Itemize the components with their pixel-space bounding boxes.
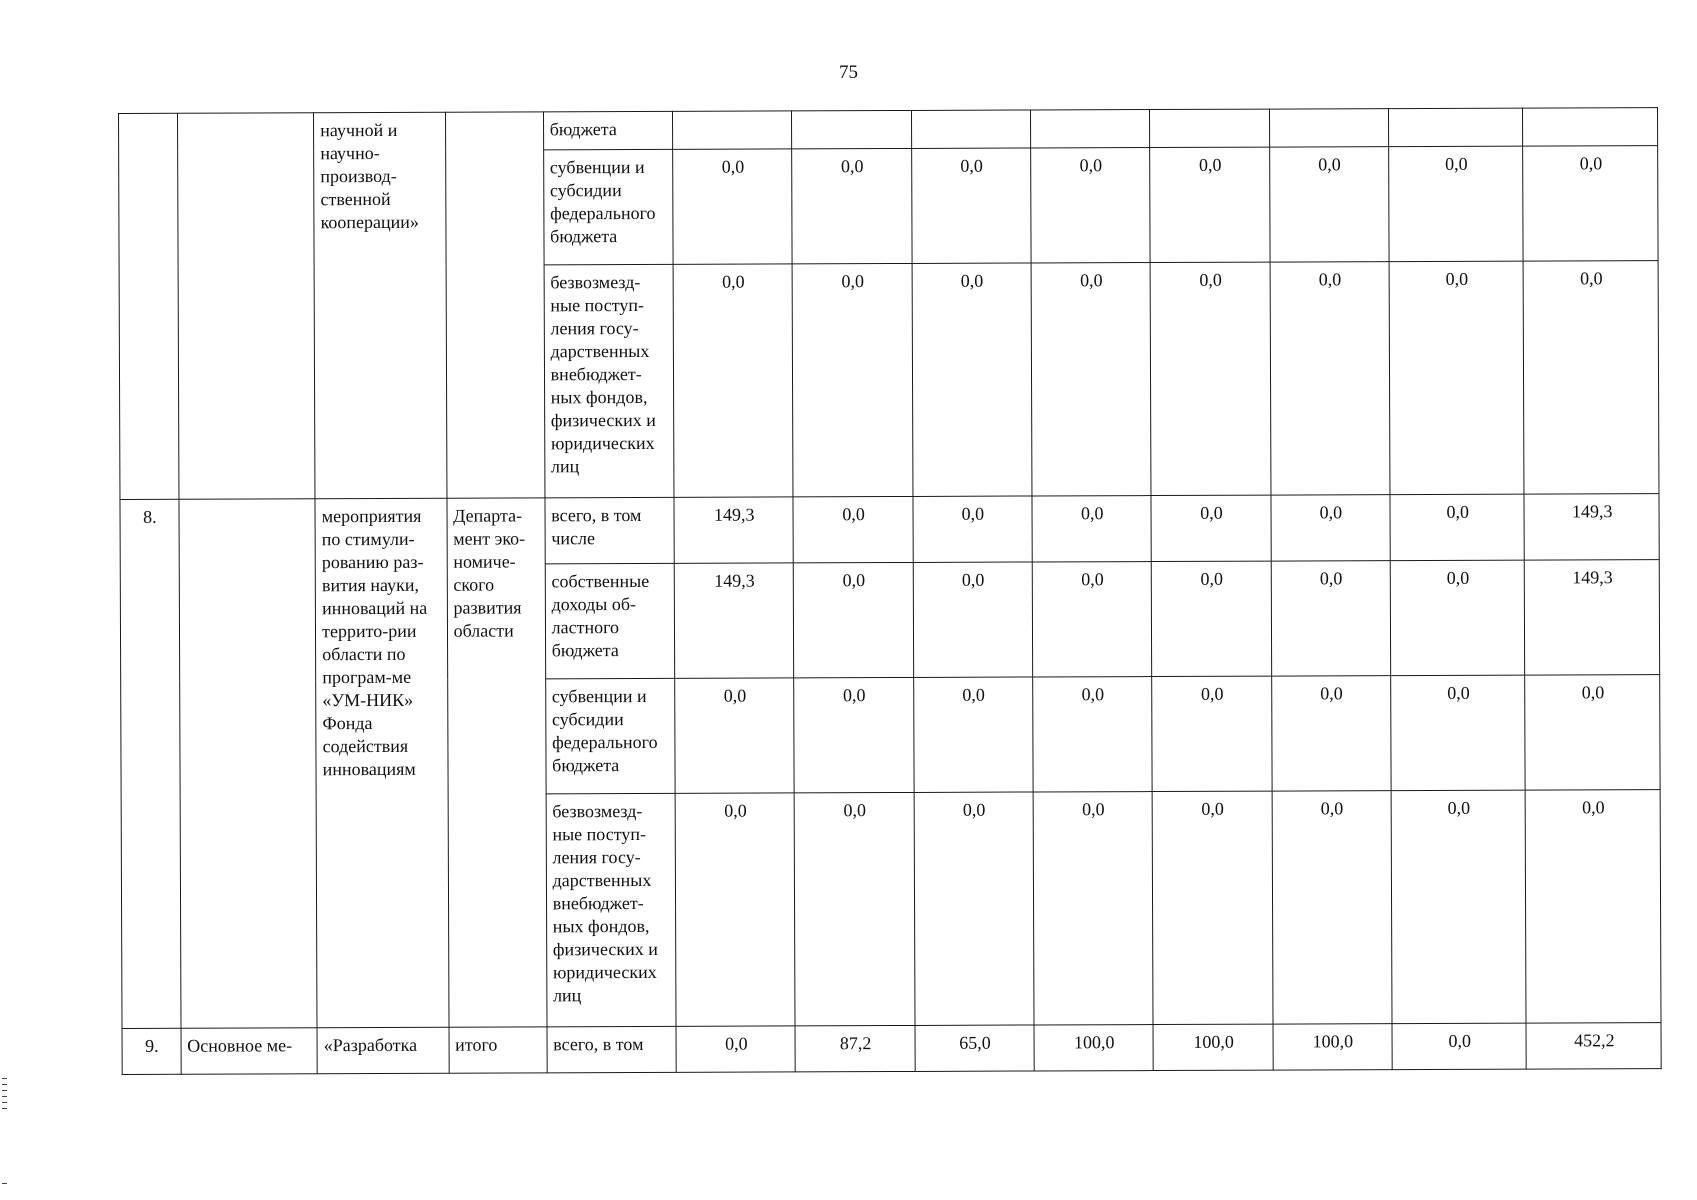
event-title-cell: научной и научно-производ-ственной кооперации» [314,112,447,499]
amount-cell: 0,0 [1271,495,1391,561]
amount-cell: 0,0 [1523,146,1658,262]
amount-cell: 0,0 [793,496,913,562]
amount-cell [911,110,1030,148]
amount-cell: 0,0 [1270,262,1390,495]
amount-cell: 0,0 [1526,790,1661,1024]
amount-cell [1150,109,1269,147]
amount-cell: 0,0 [1389,261,1524,495]
amount-cell: 100,0 [1273,1024,1392,1070]
event-title-cell: «Разработка [317,1027,449,1074]
funding-source-label: бюджета [543,111,673,149]
amount-cell: 149,3 [1524,494,1659,561]
amount-cell: 65,0 [915,1025,1034,1071]
page-number: 75 [839,62,858,83]
amount-cell: 0,0 [1271,561,1391,676]
amount-cell [1388,108,1523,147]
amount-cell: 149,3 [1525,560,1660,676]
amount-cell: 452,2 [1526,1023,1661,1070]
row-index: 9. [122,1028,181,1074]
amount-cell [1269,109,1388,147]
amount-cell: 0,0 [1390,560,1525,676]
amount-cell: 0,0 [1032,496,1152,562]
amount-cell [1523,108,1658,147]
amount-cell: 0,0 [911,148,1031,263]
amount-cell: 0,0 [1269,147,1389,262]
amount-cell: 0,0 [1391,675,1526,791]
table-row [120,494,1659,566]
amount-cell: 0,0 [1389,146,1524,262]
row-index: 8. [120,499,181,1028]
budget-table [118,107,1662,1075]
amount-cell: 0,0 [794,562,914,677]
funding-source-label: всего, в том [547,1026,677,1072]
amount-cell: 0,0 [1391,790,1526,1024]
amount-cell: 0,0 [1033,677,1153,792]
executor-cell: итого [449,1027,547,1073]
amount-cell: 0,0 [675,793,795,1026]
amount-cell: 0,0 [1031,148,1151,263]
amount-cell: 0,0 [675,678,795,793]
margin-mark [2,1096,7,1097]
margin-mark [2,1102,7,1103]
amount-cell: 149,3 [674,563,794,678]
main-event-cell: Основное ме- [181,1028,318,1075]
row-index [119,113,179,499]
amount-cell: 0,0 [1152,561,1272,676]
amount-cell: 0,0 [1271,676,1391,791]
amount-cell: 100,0 [1034,1025,1153,1071]
amount-cell: 0,0 [1150,262,1270,495]
main-event-cell [177,113,315,500]
amount-cell [1031,110,1150,148]
amount-cell: 0,0 [792,148,912,263]
amount-cell: 0,0 [913,677,1033,792]
amount-cell: 0,0 [794,677,914,792]
amount-cell: 0,0 [913,562,1033,677]
amount-cell [792,110,911,148]
funding-source-label: субвенции и субсидии федерального бюджета [543,149,673,264]
amount-cell: 0,0 [1032,562,1152,677]
funding-source-label: безвозмезд-ные поступ-ления госу-дарственных внебюджет-ных фондов, физических и юридических лиц [544,264,674,497]
amount-cell: 0,0 [795,792,915,1025]
executor-cell: Департа-мент эко-номиче-ского развития области [447,498,547,1027]
amount-cell: 87,2 [795,1025,914,1071]
margin-mark [2,1084,7,1085]
funding-source-label: безвозмезд-ные поступ-ления госу-дарственных внебюджет-ных фондов, физических и юридических лиц [546,793,676,1026]
amount-cell: 0,0 [1033,792,1153,1025]
margin-mark [2,1108,7,1109]
funding-source-label: всего, в том числе [545,497,675,563]
amount-cell: 0,0 [1392,1023,1527,1070]
amount-cell: 0,0 [1524,261,1659,495]
table-body [119,108,1662,1075]
amount-cell: 100,0 [1153,1024,1272,1070]
table-row [119,108,1658,152]
funding-source-label: собственные доходы об-ластного бюджета [545,563,675,678]
table-row [122,1023,1661,1075]
amount-cell: 0,0 [913,496,1033,562]
amount-cell: 0,0 [676,1026,795,1072]
amount-cell: 0,0 [792,263,912,496]
amount-cell: 0,0 [1150,147,1270,262]
main-event-cell [179,499,318,1029]
amount-cell: 0,0 [1272,791,1392,1024]
amount-cell: 0,0 [912,263,1032,496]
margin-mark [2,1090,7,1091]
event-title-cell: мероприятия по стимули-рованию раз-вития науки, инноваций на террито-рии области по програм-ме «УМ-НИК» Фонда содействия инновациям [315,498,448,1028]
amount-cell: 0,0 [914,792,1034,1025]
amount-cell: 0,0 [673,264,793,497]
amount-cell: 0,0 [1151,495,1271,561]
amount-cell: 0,0 [1031,263,1151,496]
amount-cell: 0,0 [1152,676,1272,791]
amount-cell: 0,0 [673,149,793,264]
funding-source-label: субвенции и субсидии федерального бюджета [545,678,675,793]
amount-cell: 149,3 [674,497,794,563]
amount-cell: 0,0 [1525,675,1660,791]
amount-cell: 0,0 [1390,494,1525,561]
amount-cell: 0,0 [1152,791,1272,1024]
margin-mark [2,1183,7,1184]
margin-mark [2,1078,7,1079]
executor-cell [445,112,545,498]
amount-cell [673,111,792,149]
